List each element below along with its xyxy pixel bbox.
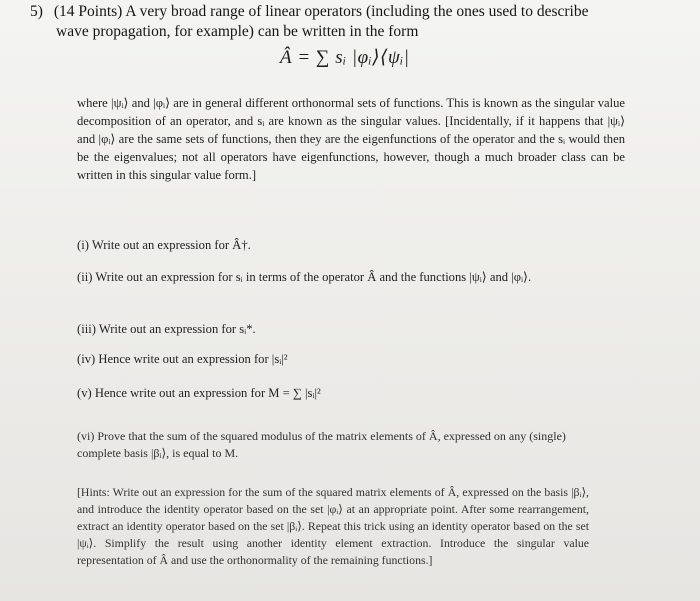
part-i-label: (i) [77, 238, 89, 252]
part-iv-text: Hence write out an expression for |sᵢ|² [98, 352, 288, 366]
header-line-2: wave propagation, for example) can be written in the form [56, 23, 419, 40]
part-vi [77, 428, 587, 462]
svd-formula: Â = ∑ sᵢ |φᵢ⟩⟨ψᵢ| [280, 47, 410, 68]
question-number: 5) [30, 3, 43, 20]
intro-text: where |ψᵢ⟩ and |φᵢ⟩ are in general different orthonormal sets of functions. This is known as the singular value decomposition of an operator, and sᵢ are known as the singular values. [Incidentally, if it happens that |ψᵢ⟩ and |φᵢ⟩ are the same sets of functions, then they are the eigenfunctions of the operator and the sᵢ would then be the eigenvalues; not all operators have eigenfunctions, however, though a much broader class can be written in this singular value form.] [77, 96, 625, 182]
part-iv-label: (iv) [77, 352, 96, 366]
part-v [77, 384, 637, 402]
hints-paragraph: [Hints: Write out an expression for the sum of the squared matrix elements of Â, expressed on the basis |βᵢ⟩, and introduce the identity operator based on the set |φᵢ⟩ at an appropriate point. After some rearrangement, extract an identity operator based on the set |βᵢ⟩. Repeat this trick using an identity operator based on the set |ψᵢ⟩. Simplify the result using another identity element extraction. Introduce the singular value representation of Â and use the orthonormality of the remaining functions.] [77, 485, 589, 567]
part-iii-text: Write out an expression for sᵢ*. [98, 322, 256, 336]
header-line-1-text: (14 Points) A very broad range of linear operators (including the ones used to describe [53, 3, 589, 20]
part-v-label: (v) [77, 386, 92, 400]
part-iii [77, 320, 637, 338]
part-i-text: Write out an expression for Â†. [91, 238, 251, 252]
part-vi-text: Prove that the sum of the squared modulus of the matrix elements of Â, expressed on any (single) complete basis |βᵢ⟩, is equal to M. [77, 429, 566, 460]
part-ii-label: (ii) [77, 270, 93, 284]
part-i [77, 236, 637, 254]
part-v-text: Hence write out an expression for M = ∑ |sᵢ|² [94, 386, 321, 400]
part-ii-text: Write out an expression for sᵢ in terms of the operator Â and the functions |ψᵢ⟩ and |φᵢ⟩. [95, 270, 532, 284]
question-header [30, 2, 670, 42]
part-iv [77, 350, 637, 368]
part-iii-label: (iii) [77, 322, 96, 336]
header-line-1 [30, 2, 670, 22]
intro-paragraph [77, 94, 625, 184]
part-ii [77, 268, 625, 286]
part-vi-label: (vi) [77, 429, 95, 443]
